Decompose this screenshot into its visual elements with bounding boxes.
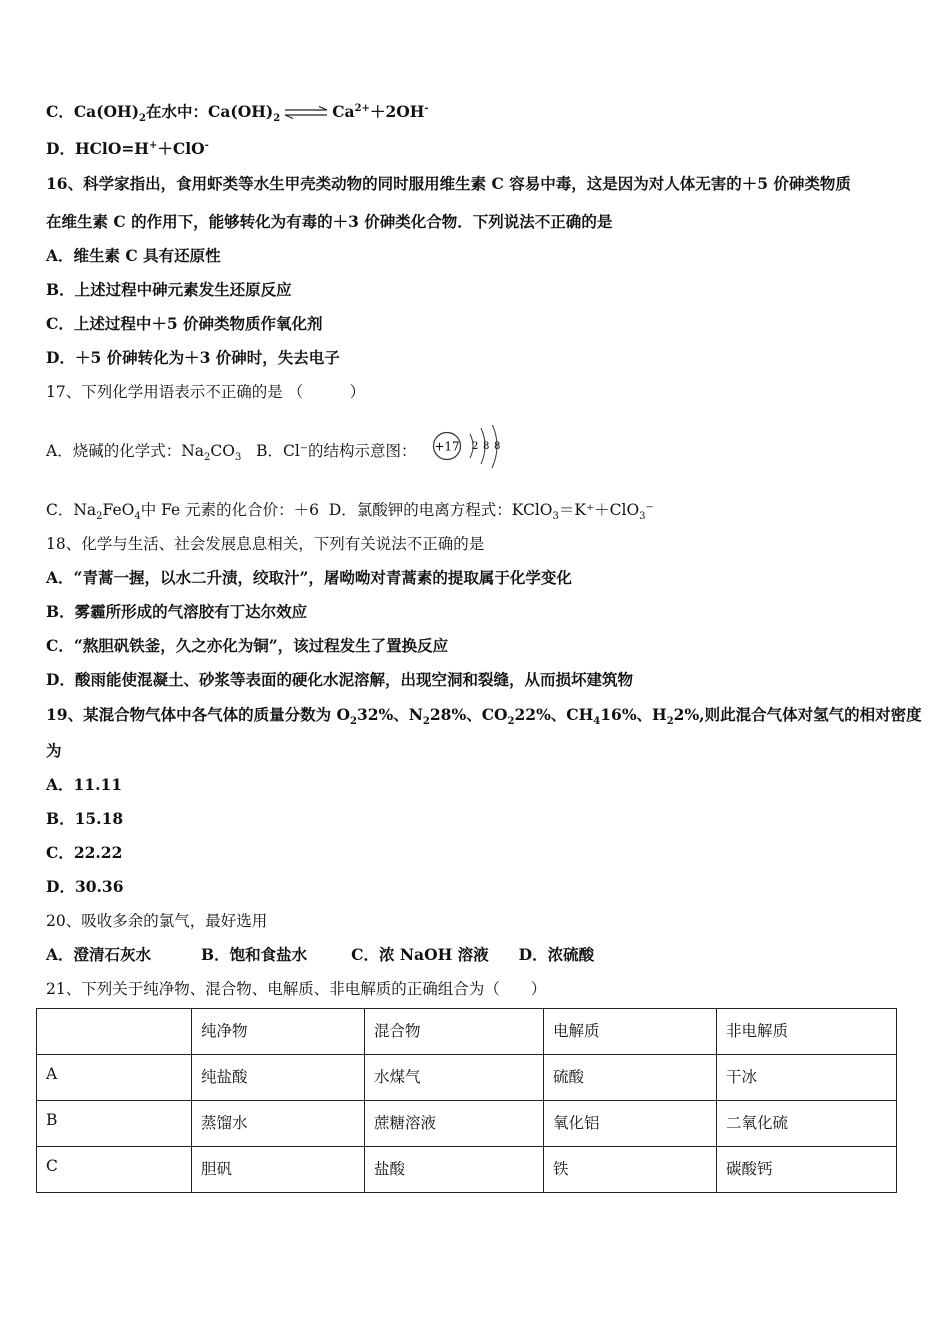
- q18-option-a: A．“青蒿一握，以水二升渍，绞取汁”，屠呦呦对青蒿素的提取属于化学变化: [46, 568, 572, 587]
- q19-option-b: B．15.18: [46, 809, 124, 828]
- q19-stem-line1: 19、某混合物气体中各气体的质量分数为 $O_232\%$、$N_228\%$、$CO_222\%$、$CH_416\%$、$H_22\%$,则此混合气体对氢气的相对密度: [46, 705, 922, 728]
- table-cell: 铁: [544, 1147, 717, 1193]
- q20-option-d: D．浓硫酸: [518, 945, 595, 964]
- q18-stem: 18、化学与生活、社会发展息息相关，下列有关说法不正确的是: [46, 535, 485, 553]
- q16-option-d: D．＋5 价砷转化为＋3 价砷时，失去电子: [46, 348, 340, 367]
- q16-option-a: A．维生素 C 具有还原性: [46, 246, 221, 265]
- q21-stem: 21、下列关于纯净物、混合物、电解质、非电解质的正确组合为（ ）: [46, 980, 547, 998]
- q16-option-b: B．上述过程中砷元素发生还原反应: [46, 280, 292, 299]
- table-header-cell: [37, 1009, 192, 1055]
- table-cell: 盐酸: [365, 1147, 544, 1193]
- cl-ion-structure-diagram: [430, 425, 506, 473]
- table-cell: B: [37, 1101, 192, 1147]
- q16-option-c: C．上述过程中＋5 价砷类物质作氧化剂: [46, 314, 323, 333]
- q15-option-c: C．$Ca(OH)_2$在水中：$Ca(OH)_2$ $Ca^{2+}+2OH^-$: [46, 102, 429, 125]
- shell-1-count: 2: [472, 441, 479, 452]
- q19-option-c: C．22.22: [46, 843, 123, 862]
- table-cell: 蒸馏水: [192, 1101, 365, 1147]
- q20-stem: 20、吸收多余的氯气，最好选用: [46, 912, 268, 930]
- q18-option-d: D．酸雨能使混凝土、砂浆等表面的硬化水泥溶解，出现空洞和裂缝，从而损坏建筑物: [46, 670, 633, 689]
- table-header-cell: 纯净物: [192, 1009, 365, 1055]
- q18-option-c: C．“熬胆矾铁釜，久之亦化为铜”，该过程发生了置换反应: [46, 636, 449, 655]
- table-cell: 干冰: [717, 1055, 897, 1101]
- q17-options-ab: A．烧碱的化学式：$Na_2CO_3$ B．Cl⁻的结构示意图：: [46, 442, 417, 464]
- q19-option-d: D．30.36: [46, 877, 124, 896]
- q17-stem: 17、下列化学用语表示不正确的是 （ ）: [46, 383, 366, 401]
- q15-option-d: D．HClO=H+＋ClO-: [46, 139, 209, 158]
- table-cell: 纯盐酸: [192, 1055, 365, 1101]
- table-cell: 硫酸: [544, 1055, 717, 1101]
- q19-option-a: A．11.11: [46, 775, 123, 794]
- table-cell: 氧化铝: [544, 1101, 717, 1147]
- table-row: [37, 1147, 897, 1193]
- q17-options-cd: C．$Na_2FeO_4$中 Fe 元素的化合价：＋6 D．氯酸钾的电离方程式：KClO$_3$＝K⁺＋ClO$_3$⁻: [46, 501, 654, 523]
- q20-option-a: A．澄清石灰水: [46, 945, 152, 964]
- q19-stem-line2: 为: [46, 741, 62, 760]
- table-header-row: [37, 1009, 897, 1055]
- q18-option-b: B．雾霾所形成的气溶胶有丁达尔效应: [46, 602, 308, 621]
- table-cell: 蔗糖溶液: [365, 1101, 544, 1147]
- equilibrium-arrow-icon: [283, 106, 329, 120]
- q20-option-b: B．饱和食盐水: [201, 945, 308, 964]
- table-cell: C: [37, 1147, 192, 1193]
- q20-options: [46, 945, 594, 965]
- table-header-cell: 非电解质: [717, 1009, 897, 1055]
- table-cell: 二氧化硫: [717, 1101, 897, 1147]
- table-cell: 碳酸钙: [717, 1147, 897, 1193]
- table-cell: 水煤气: [365, 1055, 544, 1101]
- table-cell: 胆矾: [192, 1147, 365, 1193]
- shell-3-count: 8: [494, 441, 501, 452]
- classification-table: [36, 1008, 897, 1193]
- shell-2-count: 8: [483, 441, 490, 452]
- table-row: [37, 1101, 897, 1147]
- q16-stem-line2: 在维生素 C 的作用下，能够转化为有毒的＋3 价砷类化合物．下列说法不正确的是: [46, 212, 613, 231]
- q16-stem-line1: 16、科学家指出，食用虾类等水生甲壳类动物的同时服用维生素 C 容易中毒，这是因为对人体无害的＋5 价砷类物质: [46, 174, 851, 193]
- table-cell: A: [37, 1055, 192, 1101]
- table-row: [37, 1055, 897, 1101]
- q20-option-c: C．浓 NaOH 溶液: [351, 945, 489, 964]
- table-header-cell: 电解质: [544, 1009, 717, 1055]
- nucleus-charge: +17: [434, 439, 460, 454]
- table-header-cell: 混合物: [365, 1009, 544, 1055]
